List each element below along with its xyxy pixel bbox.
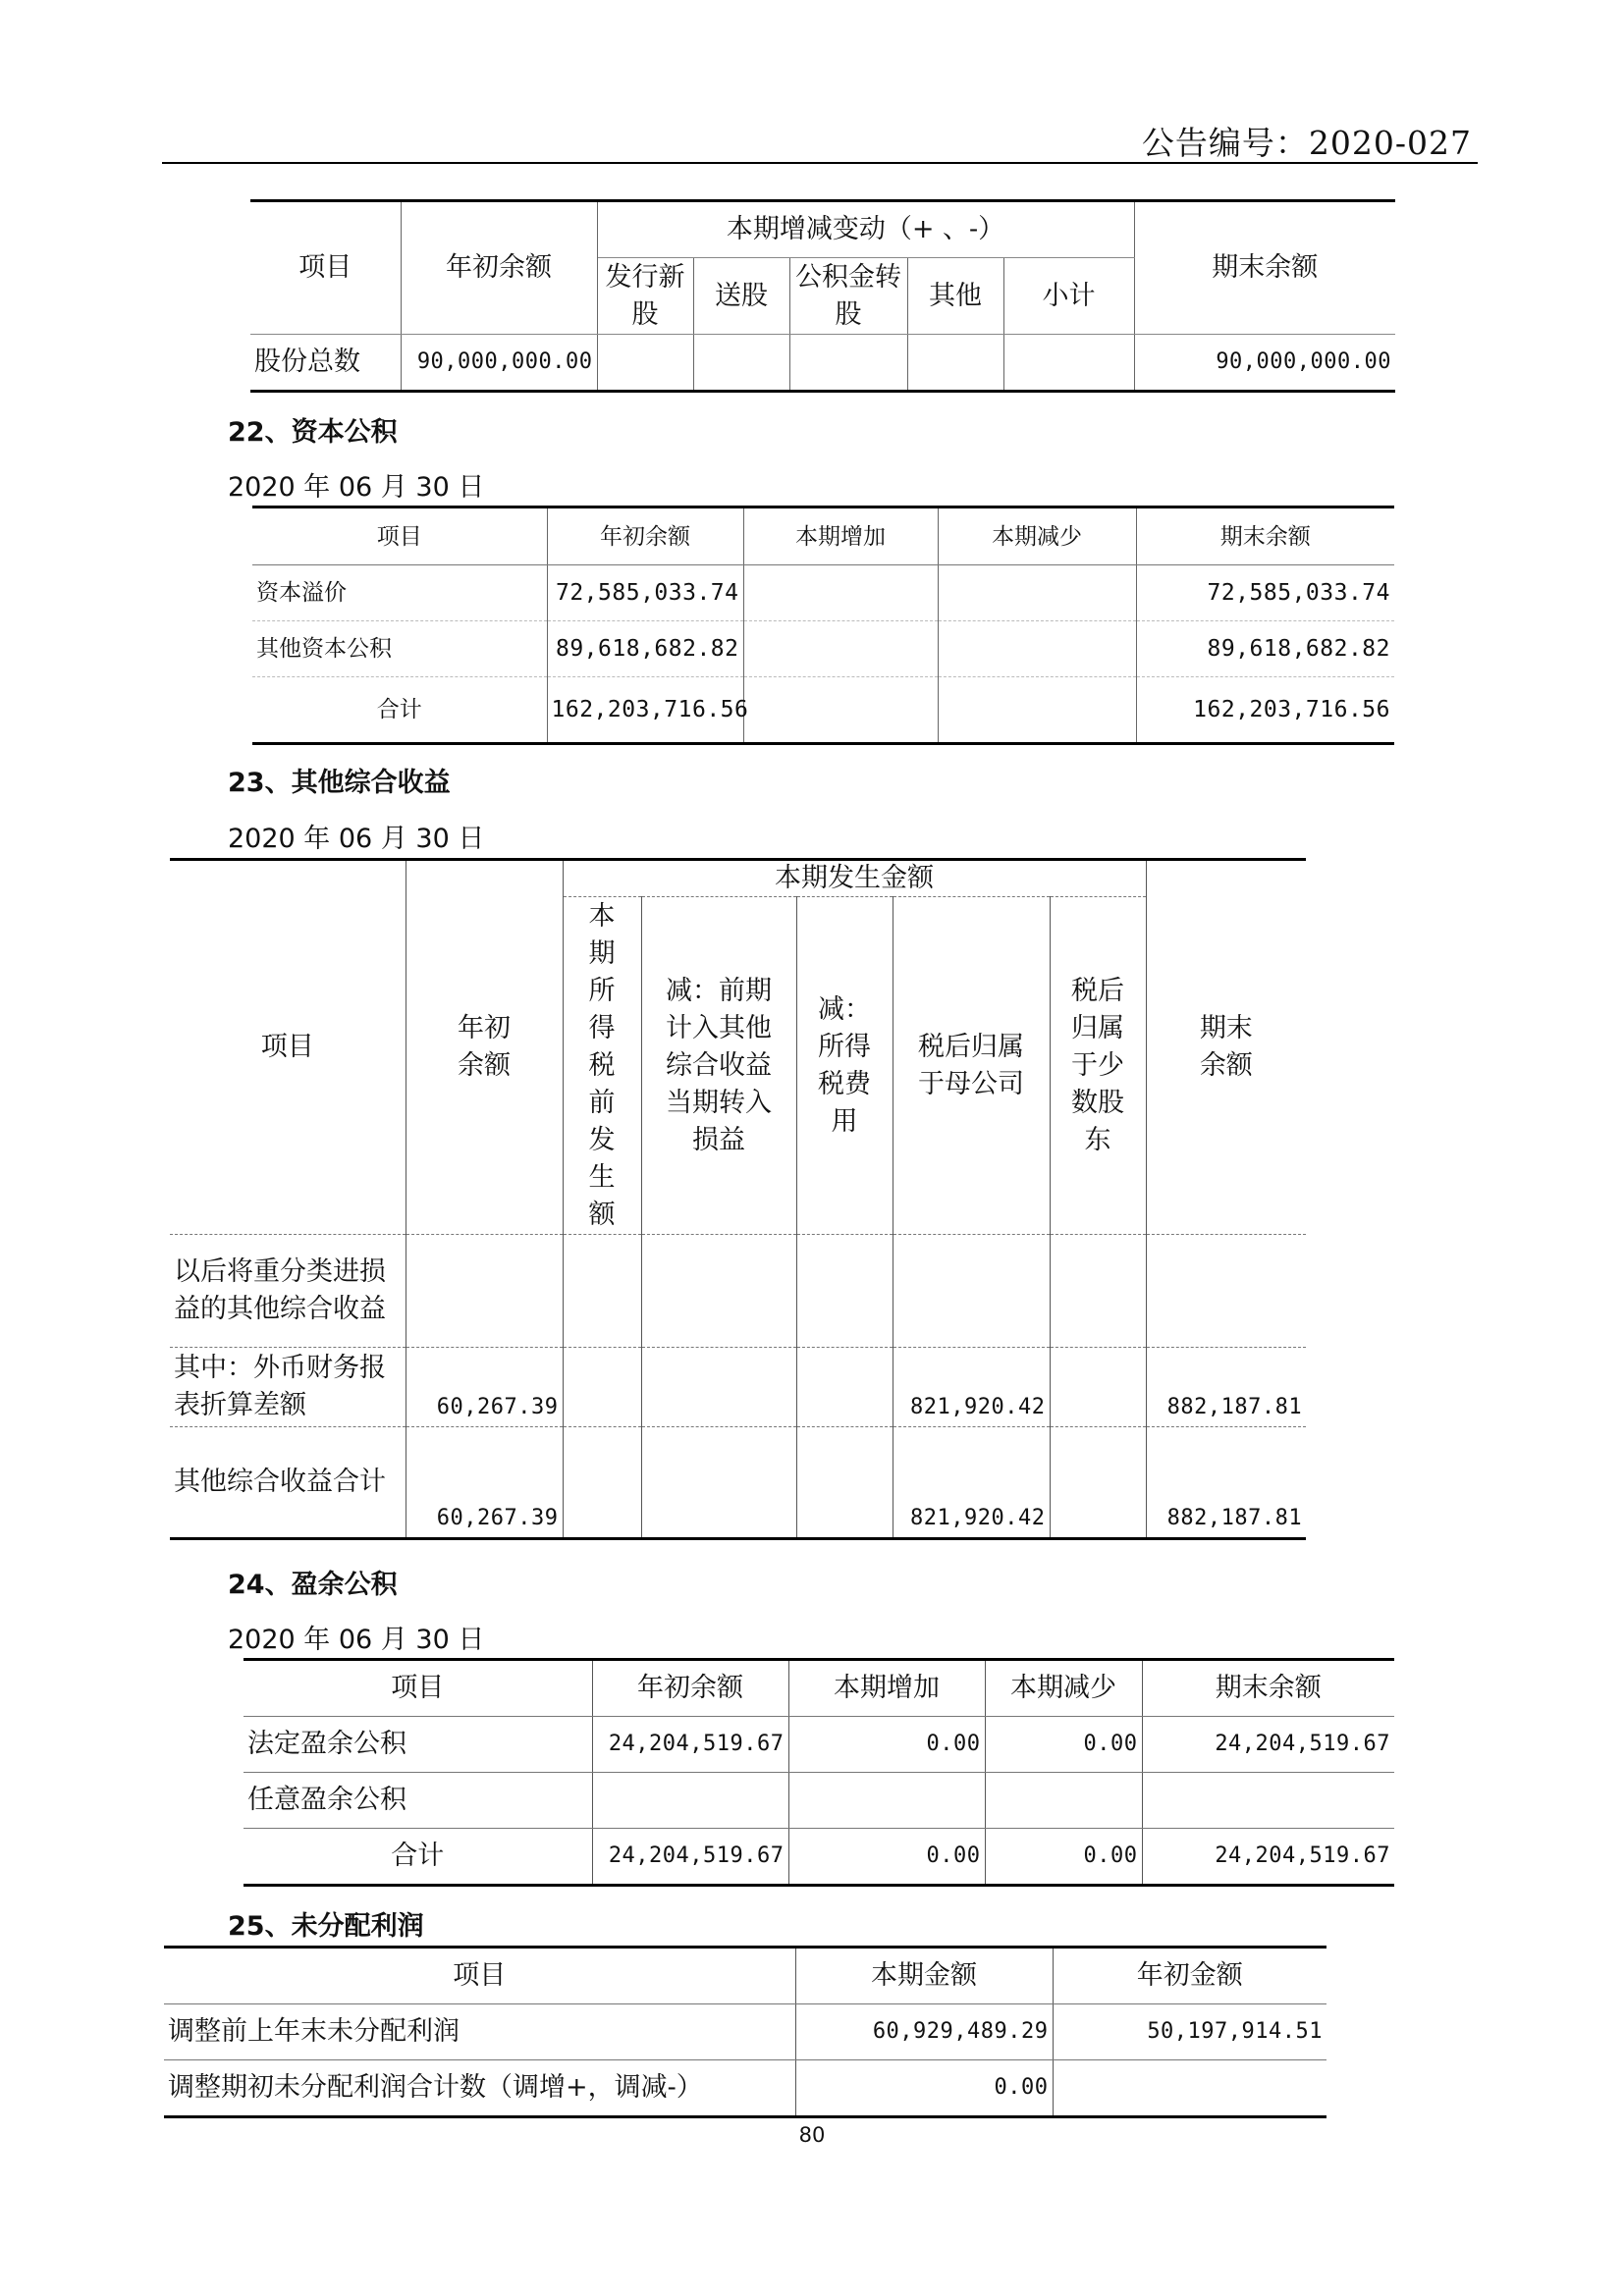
section-23-title: 23、其他综合收益 [228, 768, 451, 798]
table-row [170, 1235, 1306, 1348]
header-item: 项目 [170, 860, 406, 1235]
table-row [250, 335, 1395, 392]
header-opening-balance: 年初余额 [401, 201, 597, 335]
row-closing: 24,204,519.67 [1142, 1717, 1394, 1773]
header-opening-balance: 年初余额 [406, 860, 563, 1235]
row-opening: 24,204,519.67 [592, 1829, 788, 1886]
header-increase: 本期增加 [743, 507, 938, 565]
header-bonus-shares: 送股 [693, 258, 789, 335]
header-item: 项目 [164, 1948, 795, 2004]
header-closing-balance: 期末余额 [1142, 1660, 1394, 1717]
header-current-amount: 本期金额 [795, 1948, 1053, 2004]
row-decrease: 0.00 [985, 1829, 1142, 1886]
table-row [244, 1717, 1394, 1773]
table-row [244, 1829, 1394, 1886]
section-22-date: 2020 年 06 月 30 日 [228, 472, 485, 503]
row-item: 股份总数 [250, 335, 401, 392]
header-subtotal: 小计 [1003, 258, 1134, 335]
row-current: 0.00 [795, 2060, 1053, 2117]
row-opening [592, 1773, 788, 1829]
row-item: 合计 [252, 677, 547, 744]
row-opening: 60,267.39 [406, 1348, 563, 1427]
row-opening [1053, 2060, 1326, 2117]
header-rule [162, 162, 1478, 164]
share-capital-table [250, 199, 1395, 393]
header-opening-balance: 年初余额 [592, 1660, 788, 1717]
header-decrease: 本期减少 [938, 507, 1136, 565]
undistributed-profit-table [164, 1946, 1326, 2118]
document-number: 公告编号：2020-027 [1141, 124, 1472, 162]
row-decrease: 0.00 [985, 1717, 1142, 1773]
header-closing-balance: 期末余额 [1136, 507, 1394, 565]
table-row [164, 2004, 1326, 2060]
header-pretax-amount: 本期所得税前发生额 [563, 897, 641, 1235]
row-item: 合计 [244, 1829, 592, 1886]
table-row [170, 1348, 1306, 1427]
header-increase: 本期增加 [788, 1660, 985, 1717]
row-item: 任意盈余公积 [244, 1773, 592, 1829]
row-closing: 882,187.81 [1146, 1427, 1306, 1539]
header-new-issue: 发行新股 [597, 258, 693, 335]
row-item: 其他综合收益合计 [170, 1427, 406, 1539]
table-row [252, 677, 1394, 744]
row-current: 60,929,489.29 [795, 2004, 1053, 2060]
row-increase [788, 1773, 985, 1829]
row-item: 其中：外币财务报表折算差额 [170, 1348, 406, 1427]
header-attrib-parent: 税后归属于母公司 [893, 897, 1050, 1235]
row-item: 调整期初未分配利润合计数（调增+，调减-） [164, 2060, 795, 2117]
header-reserve-conversion: 公积金转股 [789, 258, 907, 335]
table-row [164, 2060, 1326, 2117]
capital-reserve-table [252, 506, 1394, 745]
table-row [170, 1427, 1306, 1539]
row-closing [1142, 1773, 1394, 1829]
table-row [252, 565, 1394, 621]
row-attrib-parent: 821,920.42 [893, 1427, 1050, 1539]
row-closing: 162,203,716.56 [1136, 677, 1394, 744]
row-opening: 162,203,716.56 [547, 677, 743, 744]
header-opening-amount: 年初金额 [1053, 1948, 1326, 2004]
other-comprehensive-income-table [170, 858, 1306, 1540]
section-25-title: 25、未分配利润 [228, 1911, 424, 1942]
header-period-amount: 本期发生金额 [563, 860, 1146, 897]
row-opening: 72,585,033.74 [547, 565, 743, 621]
row-decrease [985, 1773, 1142, 1829]
header-income-tax: 减：所得税费用 [796, 897, 893, 1235]
row-opening: 60,267.39 [406, 1427, 563, 1539]
section-23-date: 2020 年 06 月 30 日 [228, 824, 485, 854]
row-opening: 50,197,914.51 [1053, 2004, 1326, 2060]
row-opening: 90,000,000.00 [401, 335, 597, 392]
header-closing-balance: 期末余额 [1134, 201, 1395, 335]
row-closing: 24,204,519.67 [1142, 1829, 1394, 1886]
table-row [252, 621, 1394, 677]
row-opening: 89,618,682.82 [547, 621, 743, 677]
row-closing: 882,187.81 [1146, 1348, 1306, 1427]
header-period-change: 本期增减变动（+ 、-） [597, 201, 1134, 258]
header-attrib-minority: 税后归属于少数股东 [1050, 897, 1146, 1235]
section-22-title: 22、资本公积 [228, 417, 398, 448]
header-item: 项目 [244, 1660, 592, 1717]
row-closing: 90,000,000.00 [1134, 335, 1395, 392]
header-item: 项目 [250, 201, 401, 335]
page-number: 80 [798, 2123, 826, 2147]
row-item: 法定盈余公积 [244, 1717, 592, 1773]
header-reclassified: 减：前期计入其他综合收益当期转入损益 [641, 897, 796, 1235]
row-item: 资本溢价 [252, 565, 547, 621]
section-24-title: 24、盈余公积 [228, 1570, 398, 1600]
row-closing: 89,618,682.82 [1136, 621, 1394, 677]
surplus-reserve-table [244, 1658, 1394, 1887]
row-item: 其他资本公积 [252, 621, 547, 677]
header-other: 其他 [907, 258, 1003, 335]
header-opening-balance: 年初余额 [547, 507, 743, 565]
header-decrease: 本期减少 [985, 1660, 1142, 1717]
row-increase: 0.00 [788, 1829, 985, 1886]
row-attrib-parent: 821,920.42 [893, 1348, 1050, 1427]
row-increase: 0.00 [788, 1717, 985, 1773]
row-closing: 72,585,033.74 [1136, 565, 1394, 621]
row-opening: 24,204,519.67 [592, 1717, 788, 1773]
row-item: 以后将重分类进损益的其他综合收益 [170, 1235, 406, 1348]
section-24-date: 2020 年 06 月 30 日 [228, 1625, 485, 1655]
header-item: 项目 [252, 507, 547, 565]
header-closing-balance: 期末余额 [1146, 860, 1306, 1235]
table-row [244, 1773, 1394, 1829]
row-item: 调整前上年末未分配利润 [164, 2004, 795, 2060]
